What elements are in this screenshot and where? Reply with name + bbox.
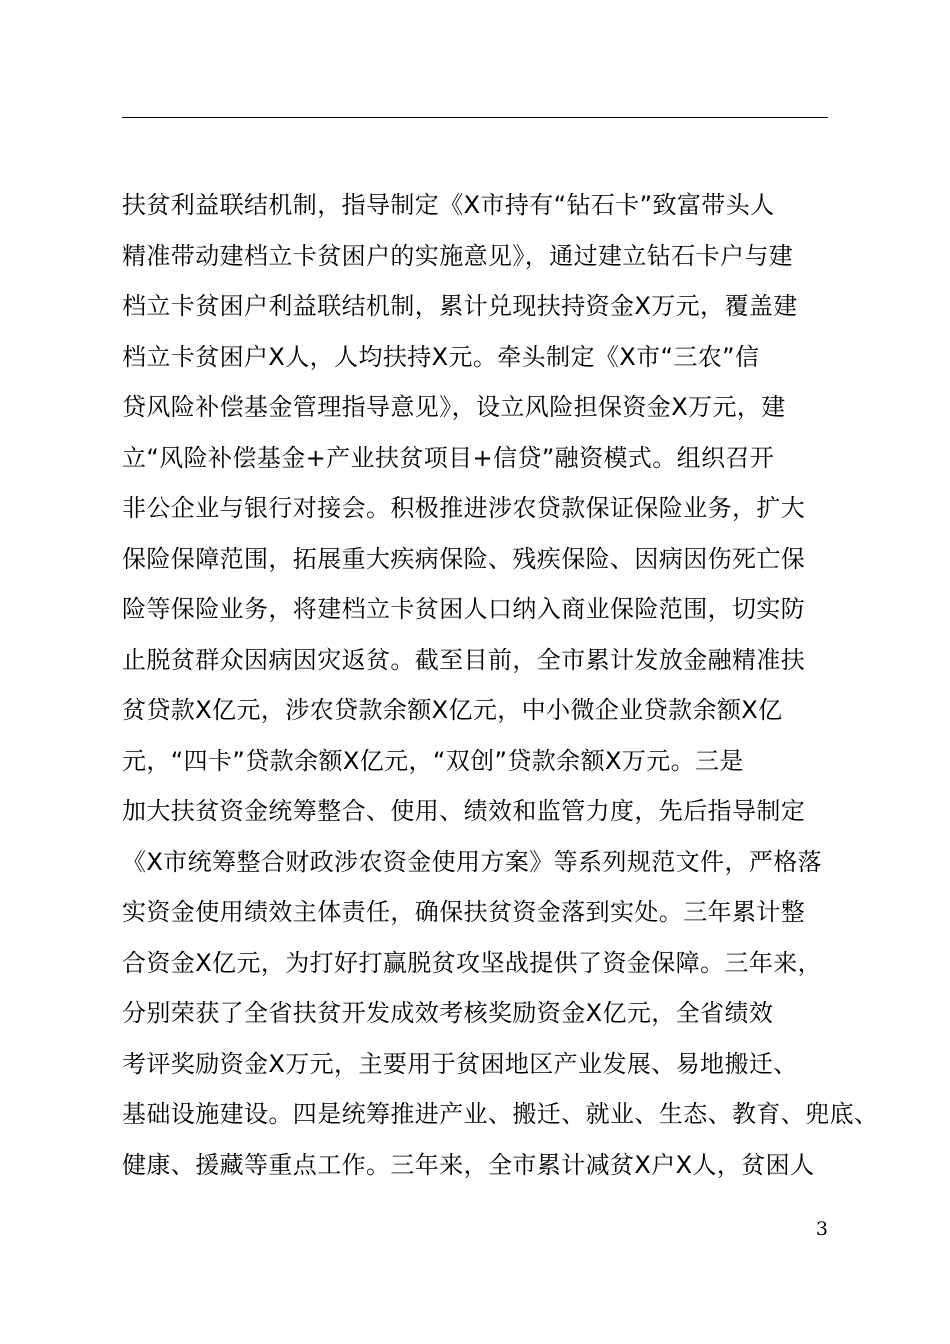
text-line: 档立卡贫困户X人，人均扶持X元。牵头制定《X市“三农”信 [122,342,760,371]
text-line: 非公企业与银行对接会。积极推进涉农贷款保证保险业务，扩大 [122,494,806,522]
text-line: 扶贫利益联结机制，指导制定《X市持有“钻石卡”致富带头人 [122,191,775,219]
text-line: 加大扶贫资金统筹整合、使用、绩效和监管力度，先后指导制定 [122,797,806,825]
text-line: 实资金使用绩效主体责任，确保扶贫资金落到实处。三年累计整 [122,898,806,926]
text-line: 元，“四卡”贷款余额X亿元，“双创”贷款余额X万元。三是 [122,746,744,775]
body-text [122,180,879,1190]
text-line: 贷风险补偿基金管理指导意见》，设立风险担保资金X万元，建 [122,393,786,421]
text-line: 止脱贫群众因病因灾返贫。截至目前，全市累计发放金融精准扶 [122,645,806,674]
header-rule [122,117,828,118]
text-line: 险等保险业务，将建档立卡贫困人口纳入商业保险范围，切实防 [122,595,806,623]
text-line: 考评奖励资金X万元，主要用于贫困地区产业发展、易地搬迁、 [122,1049,798,1078]
text-line: 健康、援藏等重点工作。三年来，全市累计减贫X户X人，贫困人 [122,1150,815,1179]
text-line: 保险保障范围，拓展重大疾病保险、残疾保险、因病因伤死亡保 [122,544,806,573]
text-line: 基础设施建设。四是统筹推进产业、搬迁、就业、生态、教育、兜底、 [122,1100,879,1128]
text-line: 合资金X亿元，为打好打赢脱贫攻坚战提供了资金保障。三年来， [122,948,823,977]
text-line: 立“风险补偿基金+产业扶贫项目+信贷”融资模式。组织召开 [122,443,775,472]
text-line: 档立卡贫困户利益联结机制，累计兑现扶持资金X万元，覆盖建 [122,292,798,320]
text-line: 分别荣获了全省扶贫开发成效考核奖励资金X亿元，全省绩效 [122,999,774,1027]
page-number: 3 [815,1218,828,1240]
text-line: 精准带动建档立卡贫困户的实施意见》，通过建立钻石卡户与建 [122,241,794,270]
text-line: 《X市统筹整合财政涉农资金使用方案》等系列规范文件，严格落 [122,847,823,876]
text-line: 贫贷款X亿元，涉农贷款余额X亿元，中小微企业贷款余额X亿 [122,696,783,724]
